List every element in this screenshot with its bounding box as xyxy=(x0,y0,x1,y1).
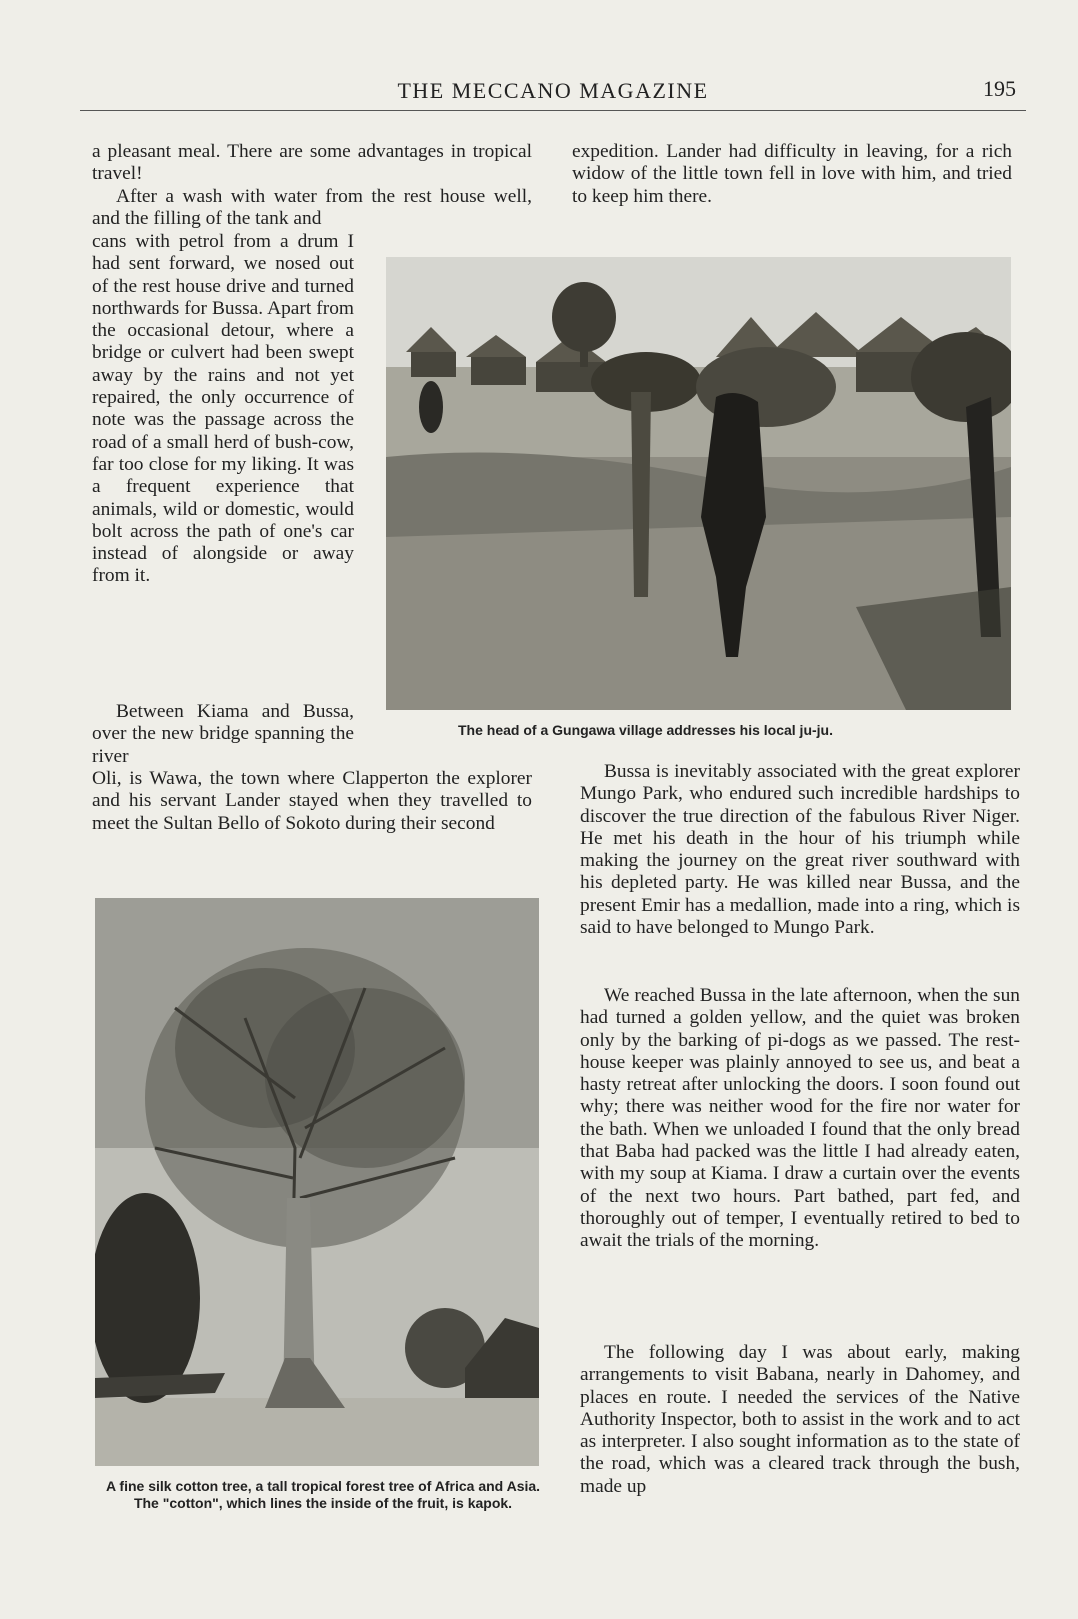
silk-cotton-tree-image xyxy=(95,898,539,1466)
page-number: 195 xyxy=(983,76,1016,101)
tree-photo-caption: A fine silk cotton tree, a tall tropical forest tree of Africa and Asia. The "cotton", which lines the inside of the fruit, is kapok. xyxy=(105,1478,541,1511)
left-paragraph-1: a pleasant meal. There are some advantages in tropical travel! xyxy=(92,141,532,185)
village-scene-image xyxy=(386,257,1011,710)
village-photo xyxy=(386,257,1011,710)
village-photo-caption: The head of a Gungawa village addresses his local ju-ju. xyxy=(458,722,833,738)
right-paragraph-1: expedition. Lander had difficulty in leaving, for a rich widow of the little town fell in love with him, and tried to keep him there. xyxy=(572,141,1012,207)
left-paragraph-4: Between Kiama and Bussa, over the new bridge spanning the river xyxy=(92,701,354,767)
right-paragraph-3: We reached Bussa in the late afternoon, when the sun had turned a golden yellow, and the quiet was broken only by the barking of pi-dogs as we passed. The rest-house keeper was plainly annoyed to see us, and beat a hasty retreat after unlocking the doors. I soon found out why; there was neither wood for the fire nor water for the bath. When we unloaded I found that the only bread that Baba had packed was the little I had already eaten, with my soup at Kiama. I draw a curtain over the events of the next two hours. Part bathed, part fed, and thoroughly out of temper, I eventually retired to bed to await the trials of the morning. xyxy=(580,985,1020,1252)
left-paragraph-5: Oli, is Wawa, the town where Clapperton the explorer and his servant Lander stayed when they travelled to meet the Sultan Bello of Sokoto during their second xyxy=(92,768,532,834)
left-paragraph-2: After a wash with water from the rest house well, and the filling of the tank and xyxy=(92,186,532,230)
page-header xyxy=(80,76,1026,111)
left-paragraph-3: cans with petrol from a drum I had sent forward, we nosed out of the rest house drive and turned northwards for Bussa. Apart from the occasional detour, where a bridge or culvert had been swept away by the rains and not yet repaired, the only occurrence of note was the passage across the road of a small herd of bush-cow, far too close for my liking. It was a frequent experience that animals, wild or domestic, would bolt across the path of one's car instead of alongside or away from it. xyxy=(92,231,354,587)
magazine-title: THE MECCANO MAGAZINE xyxy=(397,78,709,103)
tree-photo xyxy=(95,898,539,1466)
right-paragraph-2: Bussa is inevitably associated with the great explorer Mungo Park, who endured such incredible hardships to discover the true direction of the fabulous River Niger. He met his death in the hour of his triumph while making the journey on the great river southward with his depleted party. He was killed near Bussa, and the present Emir has a medallion, made into a ring, which is said to have belonged to Mungo Park. xyxy=(580,761,1020,939)
right-paragraph-4: The following day I was about early, making arrangements to visit Babana, nearly in Dahomey, and places en route. I needed the services of the Native Authority Inspector, both to assist in the work and to act as interpreter. I also sought information as to the state of the road, which was a cleared track through the bush, made up xyxy=(580,1342,1020,1497)
